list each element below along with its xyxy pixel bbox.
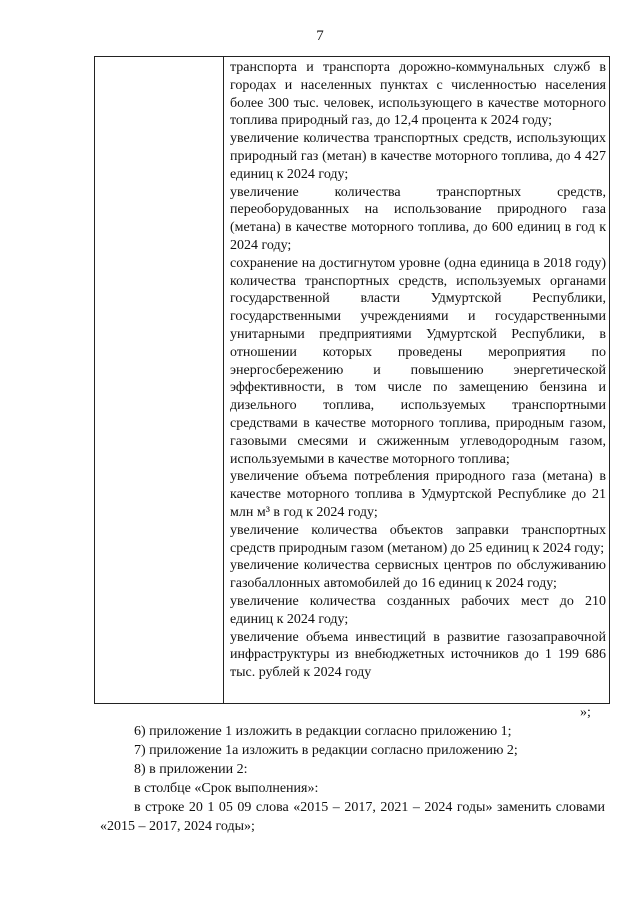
indicator-paragraph: увеличение количества объектов заправки транспортных средств природным газом (метаном) до 25 единиц к 2024 году; bbox=[230, 522, 606, 556]
indicators-cell bbox=[230, 59, 606, 682]
page-number: 7 bbox=[316, 28, 324, 44]
indicator-paragraph: транспорта и транспорта дорожно-коммунальных служб в городах и населенных пунктах с численностью населения более 300 тыс. человек, использующего в качестве моторного топлива природный газ, до 12,4 процента к 2024 году; bbox=[230, 60, 606, 129]
amendment-list bbox=[100, 722, 605, 836]
amendment-item: в строке 20 1 05 09 слова «2015 – 2017, 2021 – 2024 годы» заменить словами «2015 – 2017, 2024 годы»; bbox=[100, 800, 605, 834]
column-divider bbox=[223, 57, 224, 703]
amendment-item: 8) в приложении 2: bbox=[134, 762, 248, 777]
indicator-paragraph: увеличение количества транспортных средств, переоборудованных на использование природного газа (метана) в качестве моторного топлива, до 600 единиц в год к 2024 году; bbox=[230, 184, 606, 253]
amendment-item: 7) приложение 1а изложить в редакции согласно приложению 2; bbox=[134, 743, 518, 758]
closing-quote: »; bbox=[580, 705, 591, 720]
indicator-paragraph: увеличение количества транспортных средств, использующих природный газ (метан) в качестве моторного топлива, до 4 427 единиц к 2024 году; bbox=[230, 131, 606, 182]
indicator-paragraph: увеличение количества сервисных центров по обслуживанию газобаллонных автомобилей до 16 единиц к 2024 году; bbox=[230, 558, 606, 592]
amendment-item: в столбце «Срок выполнения»: bbox=[134, 781, 319, 796]
indicator-paragraph: сохранение на достигнутом уровне (одна единица в 2018 году) количества транспортных средств, используемых органами государственной власти Удмуртской Республики, государственными учреждениями и государственными унитарными предприятиями Удмуртской Республики, в отношении которых проведены мероприятия по энергосбережению и повышению энергетической эффективности, в том числе по замещению бензина и дизельного топлива, используемых транспортными средствами в качестве моторного топлива, природным газом, газовыми смесями и сжиженным углеводородным газом, используемыми в качестве моторного топлива; bbox=[230, 255, 606, 467]
amendment-item: 6) приложение 1 изложить в редакции согласно приложению 1; bbox=[134, 724, 512, 739]
indicator-paragraph: увеличение объема потребления природного газа (метана) в качестве моторного топлива в Удмуртской Республике до 21 млн м³ в год к 2024 году; bbox=[230, 469, 606, 520]
indicators-table bbox=[94, 56, 610, 704]
indicator-paragraph: увеличение количества созданных рабочих мест до 210 единиц к 2024 году; bbox=[230, 593, 606, 627]
indicator-paragraph: увеличение объема инвестиций в развитие газозаправочной инфраструктуры из внебюджетных источников до 1 199 686 тыс. рублей к 2024 году bbox=[230, 629, 606, 681]
